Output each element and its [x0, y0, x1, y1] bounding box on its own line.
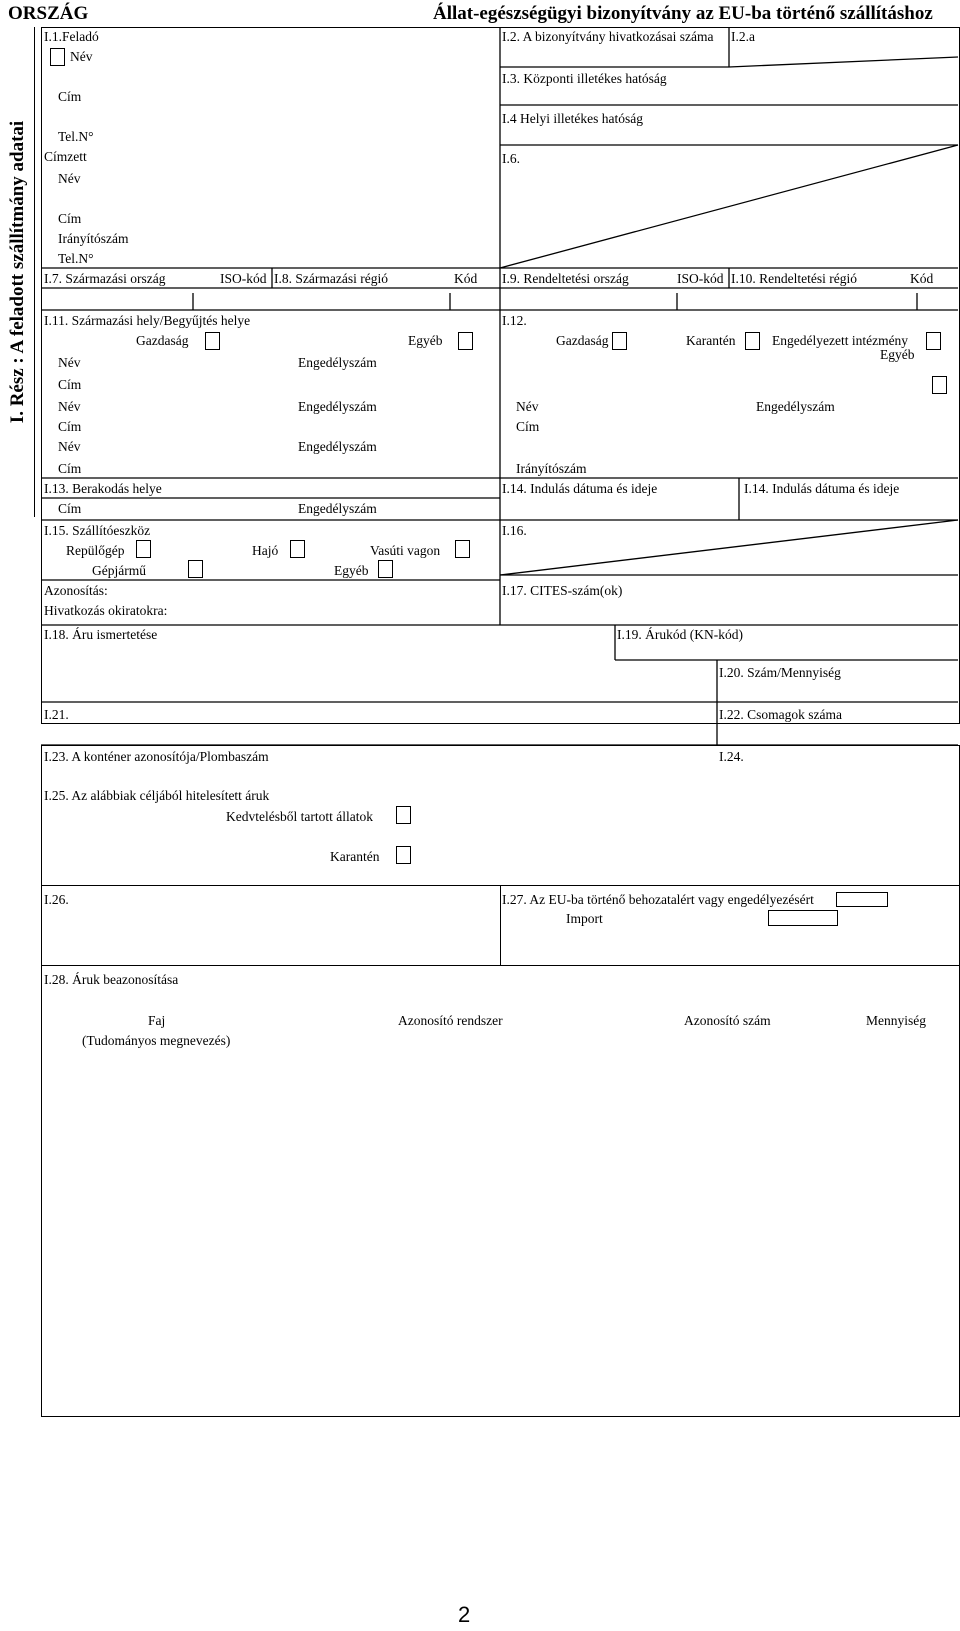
commodity-code-label: I.19. Árukód (KN-kód)	[617, 627, 743, 642]
species-label: Faj	[148, 1013, 166, 1028]
country-heading: ORSZÁG	[8, 3, 89, 24]
sender-checkbox[interactable]	[50, 48, 65, 66]
dest-address-label: Cím	[516, 419, 540, 434]
recipient-tel-label: Tel.N°	[58, 251, 94, 266]
origin-name-2: Név	[58, 399, 81, 414]
identification-quantity-label: Mennyiség	[866, 1013, 926, 1028]
origin-approval-2: Engedélyszám	[298, 399, 377, 414]
field-16-label: I.16.	[502, 523, 527, 538]
origin-approval-1: Engedélyszám	[298, 355, 377, 370]
origin-address-1: Cím	[58, 377, 82, 392]
identification-label: Azonosítás:	[44, 583, 108, 598]
dest-holding-checkbox[interactable]	[612, 332, 627, 350]
loading-approval-label: Engedélyszám	[298, 501, 377, 516]
code-label-2: Kód	[910, 271, 934, 286]
origin-holding-label: Gazdaság	[136, 333, 189, 348]
pets-checkbox[interactable]	[396, 806, 411, 824]
identification-title: I.28. Áruk beazonosítása	[44, 972, 179, 987]
import-title: I.27. Az EU-ba történő behozatalért vagy engedélyezésért	[502, 892, 814, 907]
departure-date-label-1: I.14. Indulás dátuma és ideje	[502, 481, 658, 496]
certificate-title: Állat-egészségügyi bizonyítvány az EU-ba történő szállításhoz	[433, 3, 933, 24]
origin-other-checkbox[interactable]	[458, 332, 473, 350]
certified-quarantine-checkbox[interactable]	[396, 846, 411, 864]
iso-code-label-1: ISO-kód	[220, 271, 267, 286]
origin-address-3: Cím	[58, 461, 82, 476]
sender-name-label: Név	[70, 49, 93, 64]
dest-name-label: Név	[516, 399, 539, 414]
recipient-label: Címzett	[44, 149, 87, 164]
recipient-postcode-label: Irányítószám	[58, 231, 129, 246]
origin-region-label: I.8. Származási régió	[274, 271, 388, 286]
airplane-checkbox[interactable]	[136, 540, 151, 558]
field-26-label: I.26.	[44, 892, 69, 907]
origin-other-label: Egyéb	[408, 333, 443, 348]
box-certified-goods	[41, 745, 960, 887]
dest-approved-body-label: Engedélyezett intézmény	[772, 333, 909, 348]
loading-address-label: Cím	[58, 501, 82, 516]
origin-holding-checkbox[interactable]	[205, 332, 220, 350]
reference-2a-label: I.2.a	[731, 29, 755, 44]
loading-place-title: I.13. Berakodás helye	[44, 481, 162, 496]
id-system-label: Azonosító rendszer	[398, 1013, 503, 1028]
destination-region-label: I.10. Rendeltetési régió	[731, 271, 857, 286]
place-of-origin-title: I.11. Származási hely/Begyűjtés helye	[44, 313, 251, 328]
origin-approval-3: Engedélyszám	[298, 439, 377, 454]
destination-country-label: I.9. Rendeltetési ország	[502, 271, 629, 286]
dest-holding-label: Gazdaság	[556, 333, 609, 348]
field-6-label: I.6.	[502, 151, 520, 166]
dest-approval-label: Engedélyszám	[756, 399, 835, 414]
ship-label: Hajó	[252, 543, 279, 558]
dest-postcode-label: Irányítószám	[516, 461, 587, 476]
place-of-destination-title: I.12.	[502, 313, 527, 328]
ship-checkbox[interactable]	[290, 540, 305, 558]
dest-other-checkbox[interactable]	[932, 376, 947, 394]
dest-approved-body-checkbox[interactable]	[926, 332, 941, 350]
airplane-label: Repülőgép	[66, 543, 125, 558]
scientific-name-label: (Tudományos megnevezés)	[82, 1033, 231, 1048]
field-21-label: I.21.	[44, 707, 69, 722]
import-box[interactable]	[768, 910, 838, 926]
departure-date-label-2: I.14. Indulás dátuma és ideje	[744, 481, 900, 496]
recipient-name-label: Név	[58, 171, 81, 186]
vehicle-checkbox[interactable]	[188, 560, 203, 578]
goods-description-label: I.18. Áru ismertetése	[44, 627, 158, 642]
reference-number-label: I.2. A bizonyítvány hivatkozásai száma	[502, 29, 714, 44]
central-authority-label: I.3. Központi illetékes hatóság	[502, 71, 667, 86]
transport-other-checkbox[interactable]	[378, 560, 393, 578]
certified-quarantine-label: Karantén	[330, 849, 380, 864]
import-divider	[500, 885, 501, 965]
sender-address-label: Cím	[58, 89, 82, 104]
origin-name-3: Név	[58, 439, 81, 454]
rail-checkbox[interactable]	[455, 540, 470, 558]
transport-other-label: Egyéb	[334, 563, 369, 578]
section-side-label-text: I. Rész : A feladott szállítmány adatai	[7, 120, 28, 424]
dest-other-label: Egyéb	[880, 347, 915, 362]
dest-quarantine-label: Karantén	[686, 333, 736, 348]
certified-title: I.25. Az alábbiak céljából hitelesített áruk	[44, 788, 270, 803]
origin-country-label: I.7. Származási ország	[44, 271, 166, 286]
container-label: I.23. A konténer azonosítója/Plombaszám	[44, 749, 269, 764]
origin-address-2: Cím	[58, 419, 82, 434]
dest-quarantine-checkbox[interactable]	[745, 332, 760, 350]
code-label-1: Kód	[454, 271, 478, 286]
field-24-label: I.24.	[719, 749, 744, 764]
vehicle-label: Gépjármű	[92, 563, 146, 578]
import-label: Import	[566, 911, 603, 926]
sender-tel-label: Tel.N°	[58, 129, 94, 144]
rail-label: Vasúti vagon	[370, 543, 441, 558]
sender-label: I.1.Feladó	[44, 29, 99, 44]
origin-name-1: Név	[58, 355, 81, 370]
page-number: 2	[458, 1602, 471, 1627]
local-authority-label: I.4 Helyi illetékes hatóság	[502, 111, 643, 126]
recipient-address-label: Cím	[58, 211, 82, 226]
transport-title: I.15. Szállítóeszköz	[44, 523, 151, 538]
iso-code-label-2: ISO-kód	[677, 271, 724, 286]
pets-label: Kedvtelésből tartott állatok	[226, 809, 373, 824]
packages-label: I.22. Csomagok száma	[719, 707, 842, 722]
documents-label: Hivatkozás okiratokra:	[44, 603, 168, 618]
cites-label: I.17. CITES-szám(ok)	[502, 583, 623, 598]
import-title-box[interactable]	[836, 892, 888, 907]
id-number-label: Azonosító szám	[684, 1013, 771, 1028]
quantity-label: I.20. Szám/Mennyiség	[719, 665, 841, 680]
